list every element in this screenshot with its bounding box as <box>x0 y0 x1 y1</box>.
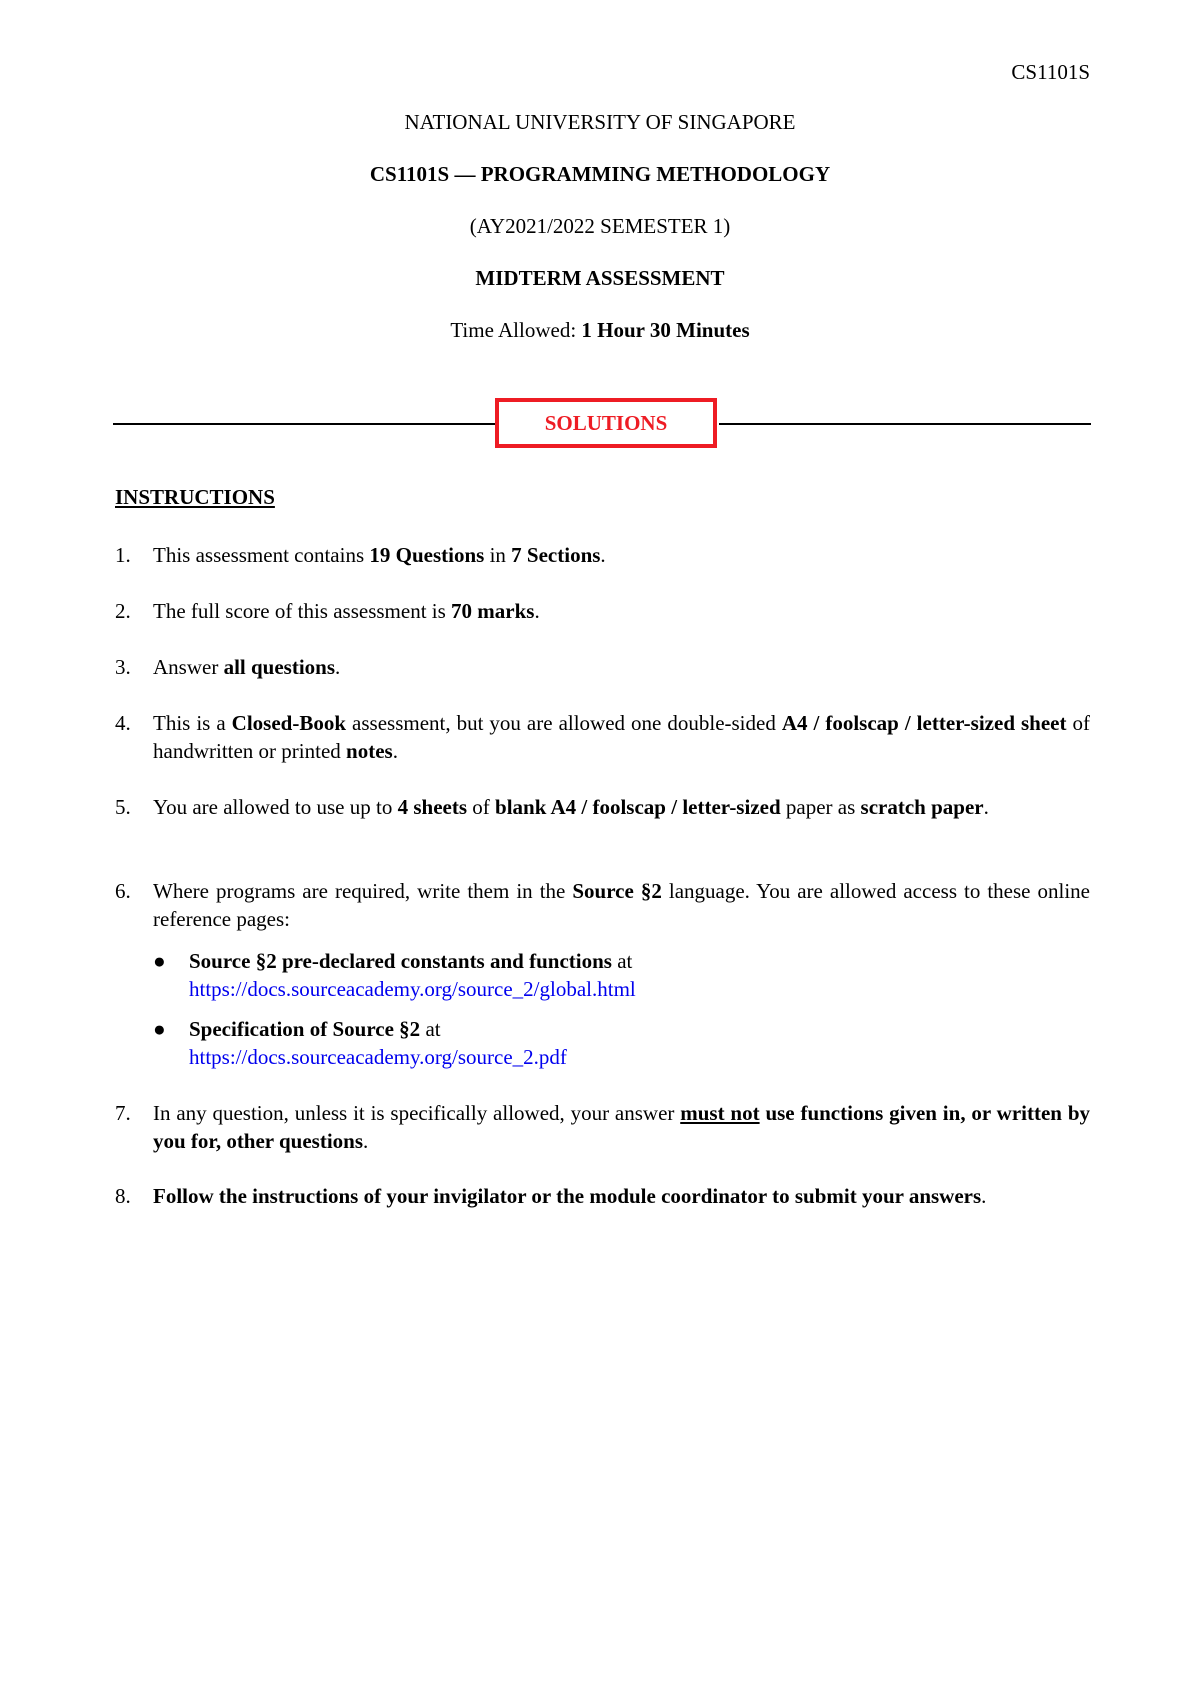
course-title: CS1101S — PROGRAMMING METHODOLOGY <box>369 162 831 186</box>
instruction-item: 3. Answer all questions. <box>115 655 341 679</box>
instruction-item: 2. The full score of this assessment is 70 marks. <box>115 599 540 623</box>
instruction-item: 6. Where programs are required, write them in the Source §2 language. You are allowed access to these online reference pages: <box>115 879 1091 931</box>
instruction-item: 1. This assessment contains 19 Questions in 7 Sections. <box>115 543 606 567</box>
time-allowed <box>0 318 1200 343</box>
instruction-item: 4. This is a Closed-Book assessment, but you are allowed one double-sided A4 / foolscap / letter-sized sheet of handwritten or printed notes. <box>115 711 1090 763</box>
solutions-stamp: SOLUTIONS <box>495 398 717 448</box>
divider-right <box>719 423 1091 425</box>
university-name: NATIONAL UNIVERSITY OF SINGAPORE <box>404 110 796 134</box>
time-allowed-value: 1 Hour 30 Minutes <box>581 318 750 342</box>
reference-link[interactable]: https://docs.sourceacademy.org/source_2/global.html <box>189 977 636 1001</box>
bullet-icon: ● <box>153 949 166 973</box>
instruction-item: 7. In any question, unless it is specifically allowed, your answer must not use functions given in, or written by you for, other questions. <box>115 1101 1090 1153</box>
instruction-item: 8. Follow the instructions of your invigilator or the module coordinator to submit your answers. <box>115 1184 987 1208</box>
header-course-code: CS1101S <box>1011 60 1090 84</box>
reference-item: ● Specification of Source §2 at https://docs.sourceacademy.org/source_2.pdf <box>153 1017 567 1069</box>
bullet-icon: ● <box>153 1017 166 1041</box>
assessment-type: MIDTERM ASSESSMENT <box>475 266 725 290</box>
divider-left <box>113 423 496 425</box>
instruction-item: 5. You are allowed to use up to 4 sheets of blank A4 / foolscap / letter-sized paper as scratch paper. <box>115 795 989 819</box>
time-allowed-label: Time Allowed: <box>450 318 582 342</box>
reference-item: ● Source §2 pre-declared constants and functions at https://docs.sourceacademy.org/source_2/global.html <box>153 949 636 1001</box>
term: (AY2021/2022 SEMESTER 1) <box>469 214 731 238</box>
reference-link[interactable]: https://docs.sourceacademy.org/source_2.pdf <box>189 1045 567 1069</box>
instructions-heading: INSTRUCTIONS <box>115 485 275 509</box>
